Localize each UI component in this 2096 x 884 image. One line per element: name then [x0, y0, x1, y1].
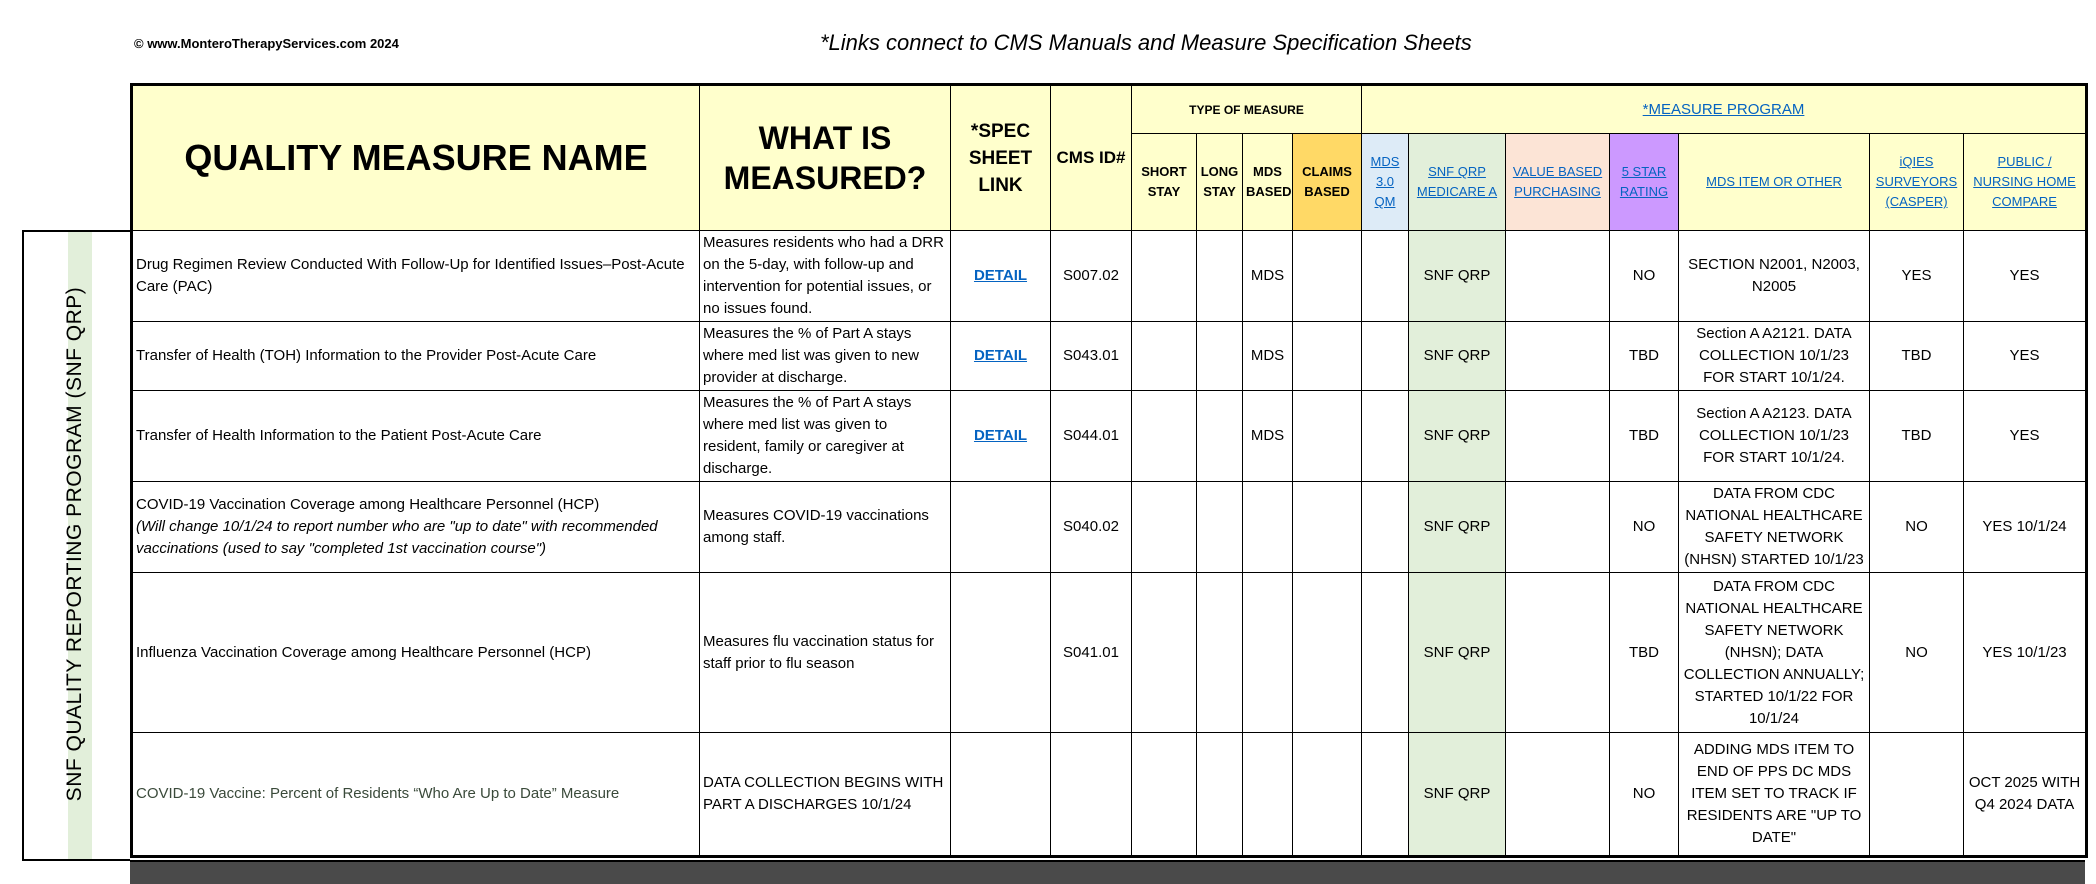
public-cell: YES [1964, 391, 2087, 482]
star-rating-cell: TBD [1610, 391, 1679, 482]
header-quality-measure-name: QUALITY MEASURE NAME [132, 85, 700, 231]
measure-name: COVID-19 Vaccine: Percent of Residents “Who Are Up to Date” Measure [132, 733, 700, 857]
header-claims-based: CLAIMS BASED [1293, 134, 1362, 231]
mds-item-or-other-link[interactable]: MDS ITEM OR OTHER [1706, 174, 1842, 189]
short-stay-cell [1132, 231, 1197, 322]
mds30-cell [1362, 231, 1409, 322]
measure-name: Drug Regimen Review Conducted With Follow-Up for Identified Issues–Post-Acute Care (PAC) [132, 231, 700, 322]
what-measured: DATA COLLECTION BEGINS WITH PART A DISCHARGES 10/1/24 [700, 733, 951, 857]
claims-based-cell [1293, 573, 1362, 733]
mds-item-cell: DATA FROM CDC NATIONAL HEALTHCARE SAFETY NETWORK (NHSN); DATA COLLECTION ANNUALLY; STARTED 10/1/22 FOR 10/1/24 [1679, 573, 1870, 733]
vbp-cell [1506, 733, 1610, 857]
public-cell: YES 10/1/24 [1964, 482, 2087, 573]
claims-based-cell [1293, 482, 1362, 573]
measure-name: Transfer of Health Information to the Patient Post-Acute Care [132, 391, 700, 482]
star-rating-cell: TBD [1610, 322, 1679, 391]
snf-qrp-cell: SNF QRP [1409, 231, 1506, 322]
measure-name-text: COVID-19 Vaccination Coverage among Healthcare Personnel (HCP) [136, 496, 600, 513]
iqies-cell: NO [1870, 573, 1964, 733]
mds30-cell [1362, 482, 1409, 573]
short-stay-cell [1132, 482, 1197, 573]
mds-item-cell: SECTION N2001, N2003, N2005 [1679, 231, 1870, 322]
public-cell: OCT 2025 WITH Q4 2024 DATA [1964, 733, 2087, 857]
long-stay-cell [1197, 573, 1243, 733]
mds-based-cell [1243, 573, 1293, 733]
next-section-bar [130, 860, 2085, 884]
snf-qrp-cell: SNF QRP [1409, 573, 1506, 733]
mds-item-cell: ADDING MDS ITEM TO END OF PPS DC MDS ITEM SET TO TRACK IF RESIDENTS ARE "UP TO DATE" [1679, 733, 1870, 857]
long-stay-cell [1197, 482, 1243, 573]
public-nursing-home-compare-link[interactable]: PUBLIC / NURSING HOME COMPARE [1973, 154, 2076, 209]
cms-id: S043.01 [1051, 322, 1132, 391]
star-rating-cell: NO [1610, 231, 1679, 322]
mds30-cell [1362, 391, 1409, 482]
public-cell: YES 10/1/23 [1964, 573, 2087, 733]
iqies-cell [1870, 733, 1964, 857]
detail-link[interactable]: DETAIL [973, 267, 1028, 284]
mds-item-cell: DATA FROM CDC NATIONAL HEALTHCARE SAFETY NETWORK (NHSN) STARTED 10/1/23 [1679, 482, 1870, 573]
claims-based-cell [1293, 231, 1362, 322]
star-rating-cell: TBD [1610, 573, 1679, 733]
short-stay-cell [1132, 733, 1197, 857]
vbp-cell [1506, 482, 1610, 573]
detail-link[interactable]: DETAIL [973, 347, 1028, 364]
table-row [132, 482, 2087, 573]
header-what-is-measured: WHAT IS MEASURED? [700, 85, 951, 231]
copyright-text: © www.MonteroTherapyServices.com 2024 [134, 36, 399, 51]
table-row [132, 573, 2087, 733]
cms-id: S041.01 [1051, 573, 1132, 733]
measure-name: Influenza Vaccination Coverage among Healthcare Personnel (HCP) [132, 573, 700, 733]
snf-qrp-medicare-a-link[interactable]: SNF QRP MEDICARE A [1416, 164, 1498, 199]
what-measured: Measures the % of Part A stays where med list was given to new provider at discharge. [700, 322, 951, 391]
mds30-qm-link[interactable]: MDS 3.0 QM [1370, 154, 1400, 209]
links-note: *Links connect to CMS Manuals and Measure Specification Sheets [820, 30, 1472, 55]
table-row [132, 733, 2087, 857]
iqies-surveyors-link[interactable]: iQIES SURVEYORS (CASPER) [1875, 154, 1958, 209]
cms-id: S040.02 [1051, 482, 1132, 573]
cms-id: S044.01 [1051, 391, 1132, 482]
spec-cell [951, 733, 1051, 857]
mds-item-cell: Section A A2121. DATA COLLECTION 10/1/23 FOR START 10/1/24. [1679, 322, 1870, 391]
spec-cell [951, 482, 1051, 573]
header-type-of-measure: TYPE OF MEASURE [1132, 85, 1362, 134]
measure-name-note: (Will change 10/1/24 to report number who are "up to date" with recommended vaccinations (used to say "completed 1st vaccination course") [136, 518, 658, 557]
spec-cell [951, 573, 1051, 733]
mds30-cell [1362, 733, 1409, 857]
table-row [132, 231, 2087, 322]
mds-item-cell: Section A A2123. DATA COLLECTION 10/1/23 FOR START 10/1/24. [1679, 391, 1870, 482]
measure-program-link[interactable]: *MEASURE PROGRAM [1642, 100, 1805, 118]
long-stay-cell [1197, 231, 1243, 322]
snf-qrp-cell: SNF QRP [1409, 322, 1506, 391]
cms-id [1051, 733, 1132, 857]
star-rating-cell: NO [1610, 482, 1679, 573]
measure-name: Transfer of Health (TOH) Information to the Provider Post-Acute Care [132, 322, 700, 391]
header-short-stay: SHORT STAY [1132, 134, 1197, 231]
public-cell: YES [1964, 231, 2087, 322]
claims-based-cell [1293, 391, 1362, 482]
header-mds-based: MDS BASED [1243, 134, 1293, 231]
snf-qrp-cell: SNF QRP [1409, 733, 1506, 857]
what-measured: Measures COVID-19 vaccinations among staff. [700, 482, 951, 573]
mds-based-cell: MDS [1243, 231, 1293, 322]
long-stay-cell [1197, 322, 1243, 391]
vbp-cell [1506, 573, 1610, 733]
vbp-cell [1506, 322, 1610, 391]
table-row [132, 322, 2087, 391]
short-stay-cell [1132, 573, 1197, 733]
mds-based-cell [1243, 482, 1293, 573]
table-row [132, 391, 2087, 482]
header-long-stay: LONG STAY [1197, 134, 1243, 231]
cms-id: S007.02 [1051, 231, 1132, 322]
long-stay-cell [1197, 391, 1243, 482]
public-cell: YES [1964, 322, 2087, 391]
mds30-cell [1362, 322, 1409, 391]
vbp-cell [1506, 391, 1610, 482]
star-rating-cell: NO [1610, 733, 1679, 857]
short-stay-cell [1132, 391, 1197, 482]
header-cms-id: CMS ID# [1051, 85, 1132, 231]
five-star-rating-link[interactable]: 5 STAR RATING [1619, 164, 1669, 199]
what-measured: Measures the % of Part A stays where med list was given to resident, family or caregiver at discharge. [700, 391, 951, 482]
measure-name [132, 482, 700, 573]
vbp-cell [1506, 231, 1610, 322]
mds-based-cell: MDS [1243, 322, 1293, 391]
value-based-purchasing-link[interactable]: VALUE BASED PURCHASING [1512, 164, 1603, 199]
what-measured: Measures residents who had a DRR on the 5-day, with follow-up and intervention for potential issues, or no issues found. [700, 231, 951, 322]
what-measured: Measures flu vaccination status for staff prior to flu season [700, 573, 951, 733]
short-stay-cell [1132, 322, 1197, 391]
snf-qrp-cell: SNF QRP [1409, 391, 1506, 482]
iqies-cell: YES [1870, 231, 1964, 322]
program-band-label: SNF QUALITY REPORTING PROGRAM (SNF QRP) [63, 286, 86, 802]
program-band [22, 230, 130, 861]
mds-based-cell: MDS [1243, 391, 1293, 482]
mds30-cell [1362, 573, 1409, 733]
quality-measures-table [130, 83, 2088, 858]
iqies-cell: NO [1870, 482, 1964, 573]
snf-qrp-cell: SNF QRP [1409, 482, 1506, 573]
detail-link[interactable]: DETAIL [973, 427, 1028, 444]
claims-based-cell [1293, 733, 1362, 857]
claims-based-cell [1293, 322, 1362, 391]
iqies-cell: TBD [1870, 322, 1964, 391]
iqies-cell: TBD [1870, 391, 1964, 482]
header-spec-sheet-link: *SPEC SHEET LINK [951, 85, 1051, 231]
mds-based-cell [1243, 733, 1293, 857]
long-stay-cell [1197, 733, 1243, 857]
